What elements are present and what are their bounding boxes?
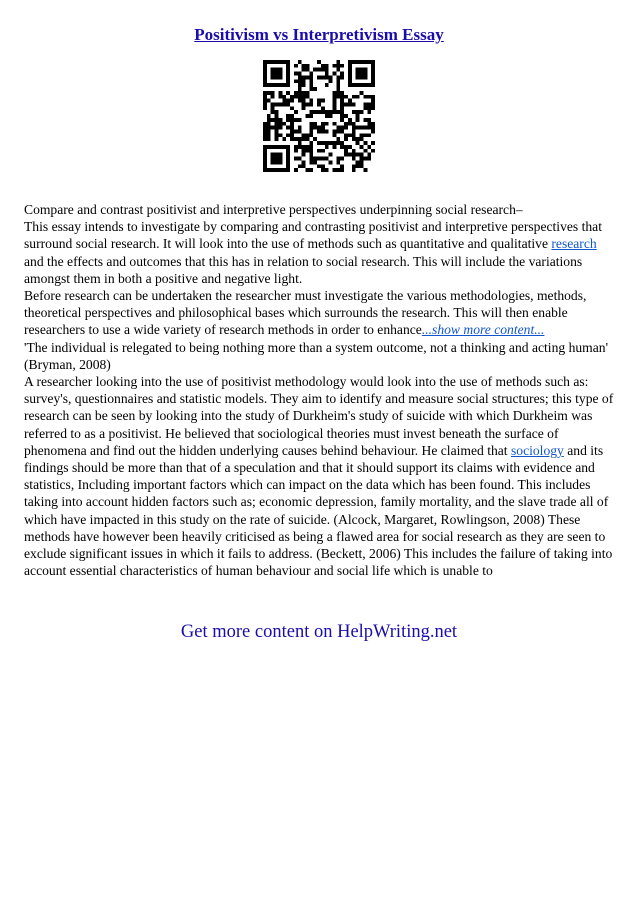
show-more-link[interactable]: ...show more content... <box>421 322 545 338</box>
research-link[interactable]: research <box>551 236 597 252</box>
intro-heading: Compare and contrast positivist and interpretive perspectives underpinning social research– <box>24 202 523 217</box>
methods-text: Before research can be undertaken the researcher must investigate the various methodologies, methods, theoretical perspectives and philosophical bases which surrounds the research. This will then enable researchers to use a wide variety of research methods in order to enhance <box>24 288 587 338</box>
positivist-text-a: A researcher looking into the use of positivist methodology would look into the use of methods such as: survey's, questionnaires and statistic models. They aim to identify and measure social structures; this type of research can be seen by looking into the study of Durkheim's study of suicide with which Durkheim was referred to as a positivist. He believed that sociological theories must invest beneath the surface of phenomena and find out the hidden underlying causes behind behaviour. He claimed that <box>24 374 614 458</box>
sociology-link[interactable]: sociology <box>510 442 564 458</box>
intro-text-a: This essay intends to investigate by comparing and contrasting positivist and interpretive perspectives that surround social research. It will look into the use of methods such as quantitative and qualitative <box>24 219 602 252</box>
positivist-text-b: and its findings should be more than that of a speculation and that it should support its claims with evidence and statistics, Including important factors which can impact on the data which has been found. This includes taking into account hidden factors such as; economic depression, family mortality, and the slave trade all of which have impacted in this study on the rate of suicide. (Alcock, Margaret, Rowlingson, 2008) These methods have however been heavily criticised as being a flawed area for social research as they are seen to exclude significant issues in which it fails to address. (Beckett, 2006) This includes the failure of taking into account essential characteristics of human behaviour and social life which is unable to <box>24 442 613 579</box>
intro-text-b: and the effects and outcomes that this has in relation to social research. This will include the variations amongst them in both a positive and negative light. <box>24 253 583 286</box>
positivist-paragraph <box>24 373 616 579</box>
helpwriting-link[interactable]: Get more content on HelpWriting.net <box>180 622 458 642</box>
qr-code-icon <box>263 60 375 172</box>
essay-content <box>24 201 616 579</box>
methods-paragraph <box>24 287 616 339</box>
intro-paragraph <box>24 218 616 287</box>
essay-title[interactable]: Positivism vs Interpretivism Essay <box>194 25 444 44</box>
bryman-quote: 'The individual is relegated to being nothing more than a system outcome, not a thinking and acting human' (Bryman, 2008) <box>24 339 609 372</box>
